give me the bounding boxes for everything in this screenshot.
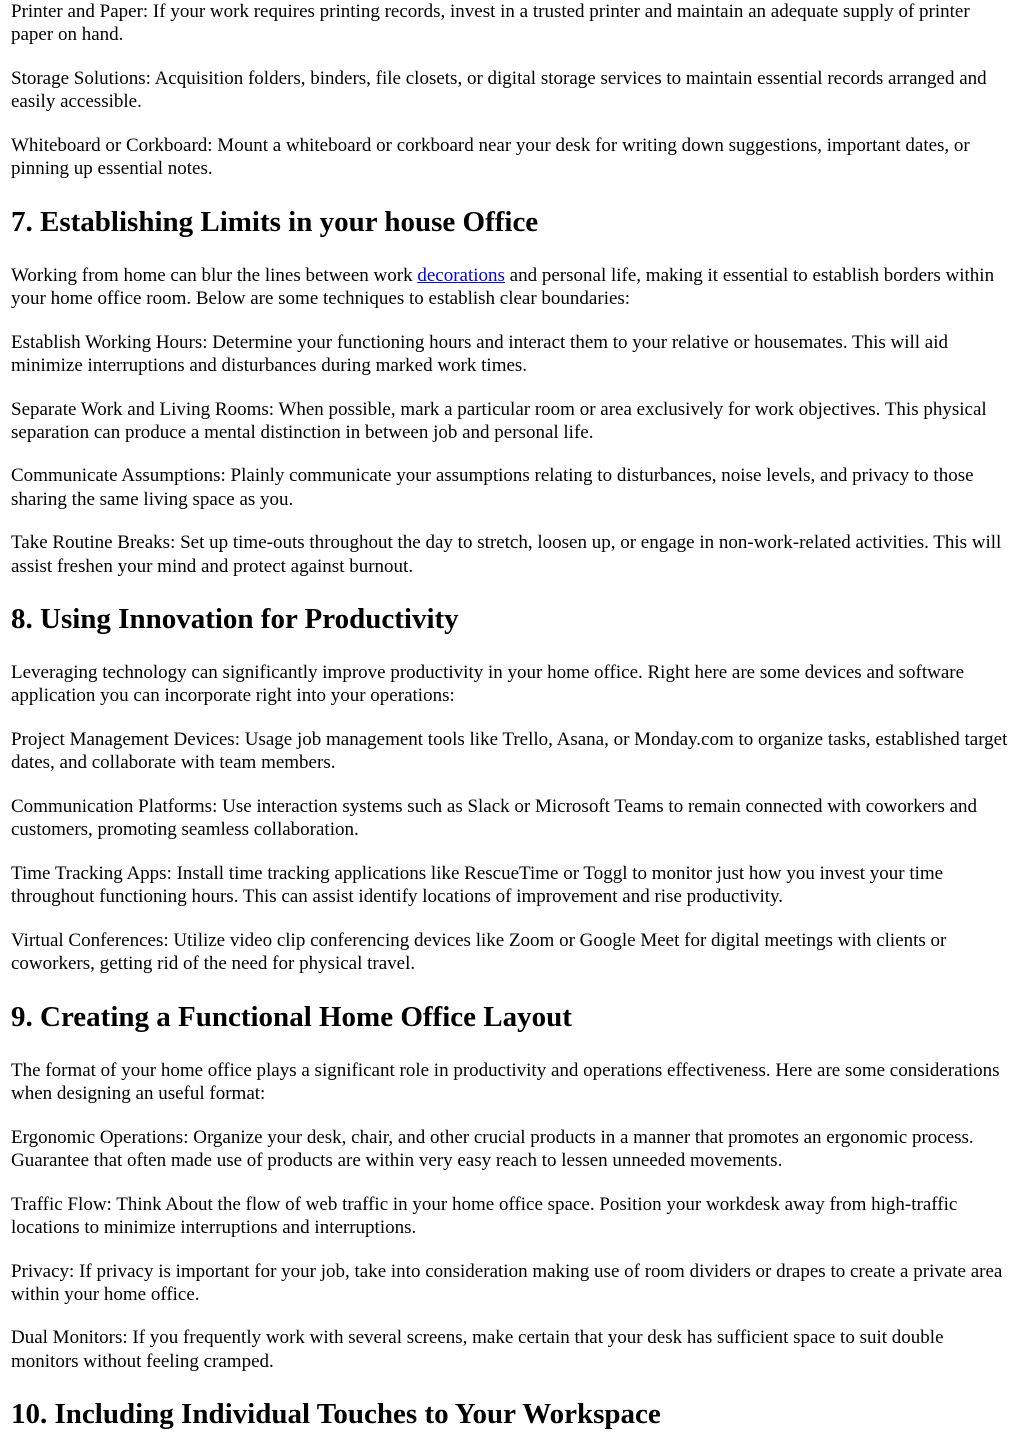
paragraph-time-tracking: Time Tracking Apps: Install time tracking applications like RescueTime or Toggl to monitor just how you invest your time throughout functioning hours. This can assist identify locations of improvement and rise productivity.: [11, 862, 944, 908]
paragraph-working-hours: Establish Working Hours: Determine your functioning hours and interact them to your relative or housemates. This will aid minimize interruptions and disturbances during marked work times.: [11, 331, 949, 376]
paragraph-dual-monitors: Dual Monitors: If you frequently work with several screens, make certain that your desk has sufficient space to suit double monitors without feeling cramped.: [11, 1327, 944, 1372]
section-7-heading: 7. Establishing Limits in your house Office: [11, 205, 539, 238]
section-7-intro-before-link: Working from home can blur the lines between work: [11, 264, 418, 286]
section-7-intro-after-link: and personal life, making it essential to establish borders within your home office room. Below are some techniques to establish clear boundaries:: [11, 264, 995, 309]
section-7-intro: [11, 264, 1011, 331]
paragraph-whiteboard: Whiteboard or Corkboard: Mount a whiteboard or corkboard near your desk for writing down suggestions, important dates, or pinning up essential notes.: [11, 134, 970, 180]
section-9-heading: 9. Creating a Functional Home Office Layout: [11, 1000, 572, 1033]
paragraph-communication-platforms: Communication Platforms: Use interaction systems such as Slack or Microsoft Teams to remain connected with coworkers and customers, promoting seamless collaboration.: [11, 796, 978, 841]
paragraph-printer-paper: Printer and Paper: If your work requires printing records, invest in a trusted printer and maintain an adequate supply of printer paper on hand.: [11, 1, 970, 46]
section-9-intro: The format of your home office plays a significant role in productivity and operations effectiveness. Here are some considerations when designing an useful format:: [11, 1059, 1000, 1104]
paragraph-privacy: Privacy: If privacy is important for your job, take into consideration making use of room dividers or drapes to create a private area within your home office.: [11, 1260, 1003, 1305]
paragraph-traffic-flow: Traffic Flow: Think About the flow of web traffic in your home office space. Position your workdesk away from high-traffic locations to minimize interruptions and interruptions.: [11, 1193, 958, 1238]
paragraph-project-management: Project Management Devices: Usage job management tools like Trello, Asana, or Monday.com to organize tasks, established target dates, and collaborate with team members.: [11, 729, 1008, 774]
paragraph-ergonomic-operations: Ergonomic Operations: Organize your desk, chair, and other crucial products in a manner that promotes an ergonomic process. Guarantee that often made use of products are within very easy reach to lessen unneeded movements.: [11, 1126, 974, 1171]
paragraph-routine-breaks: Take Routine Breaks: Set up time-outs throughout the day to stretch, loosen up, or engage in non-work-related activities. This will assist freshen your mind and protect against burnout.: [11, 532, 1002, 577]
paragraph-separate-rooms: Separate Work and Living Rooms: When possible, mark a particular room or area exclusively for work objectives. This physical separation can produce a mental distinction in between job and personal life.: [11, 398, 987, 443]
paragraph-communicate-assumptions: Communicate Assumptions: Plainly communicate your assumptions relating to disturbances, noise levels, and privacy to those sharing the same living space as you.: [11, 465, 974, 510]
section-10-heading: 10. Including Individual Touches to Your Workspace: [11, 1398, 661, 1431]
section-8-heading: 8. Using Innovation for Productivity: [11, 603, 459, 636]
paragraph-virtual-conferences: Virtual Conferences: Utilize video clip conferencing devices like Zoom or Google Meet for digital meetings with clients or coworkers, getting rid of the need for physical travel.: [11, 929, 947, 975]
decorations-link[interactable]: decorations: [417, 264, 505, 286]
article-content: [11, 0, 1011, 1456]
section-8-intro: Leveraging technology can significantly improve productivity in your home office. Right here are some devices and software application you can incorporate right into your operations:: [11, 662, 965, 707]
paragraph-storage-solutions: Storage Solutions: Acquisition folders, binders, file closets, or digital storage services to maintain essential records arranged and easily accessible.: [11, 67, 987, 113]
